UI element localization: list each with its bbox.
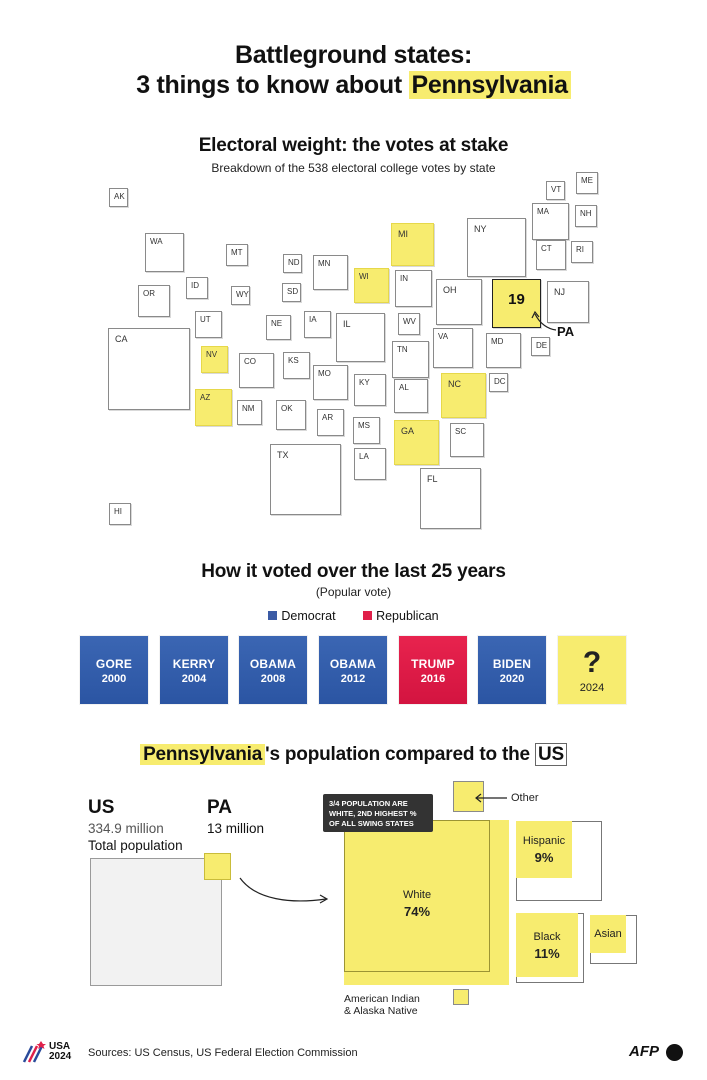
usa-logo-text bbox=[49, 1042, 71, 1062]
black-label: Black bbox=[533, 931, 561, 943]
usa-logo-line2: 2024 bbox=[49, 1051, 72, 1062]
state-wy bbox=[231, 286, 250, 305]
state-label: KS bbox=[288, 356, 299, 365]
state-hi bbox=[109, 503, 131, 525]
american-indian-box bbox=[453, 989, 469, 1005]
state-label: CO bbox=[244, 357, 256, 366]
state-label: NC bbox=[448, 379, 461, 389]
state-nc bbox=[441, 373, 486, 418]
state-de bbox=[531, 337, 550, 356]
other-arrow bbox=[473, 792, 509, 804]
state-label: MS bbox=[358, 421, 370, 430]
state-mt bbox=[226, 244, 248, 266]
state-label: MD bbox=[491, 337, 504, 346]
state-ak bbox=[109, 188, 128, 207]
state-label: IL bbox=[343, 319, 351, 329]
state-label: WY bbox=[236, 290, 249, 299]
state-label: SD bbox=[287, 287, 299, 296]
state-label: AR bbox=[322, 413, 334, 422]
pa-label: PA bbox=[557, 324, 575, 339]
state-me bbox=[576, 172, 598, 194]
state-label: DC bbox=[494, 377, 506, 386]
state-label: NM bbox=[242, 404, 255, 413]
american-indian-label-1: American Indian bbox=[344, 993, 420, 1005]
pa-population-square bbox=[204, 853, 231, 880]
state-label: AZ bbox=[200, 393, 211, 402]
state-label: IA bbox=[309, 315, 317, 324]
state-label: IN bbox=[400, 274, 408, 283]
vote-box-2004 bbox=[160, 636, 228, 704]
state-label: WV bbox=[403, 317, 416, 326]
other-label: Other bbox=[511, 792, 539, 804]
legend-democrat bbox=[268, 609, 335, 623]
legend-democrat-swatch bbox=[268, 611, 277, 620]
state-label: DE bbox=[536, 341, 548, 350]
state-ny bbox=[467, 218, 526, 277]
state-fl bbox=[420, 468, 481, 529]
american-indian-label-2: & Alaska Native bbox=[344, 1005, 418, 1017]
state-label: WI bbox=[359, 272, 369, 281]
state-label: AK bbox=[114, 192, 125, 201]
vote-box-2024 bbox=[558, 636, 626, 704]
callout-line3: OF ALL SWING STATES bbox=[329, 819, 414, 828]
state-label: FL bbox=[427, 474, 438, 484]
state-ia bbox=[304, 311, 331, 338]
population-section-title bbox=[0, 744, 707, 766]
map-section-title: Electoral weight: the votes at stake bbox=[198, 135, 509, 156]
state-label: MO bbox=[318, 369, 331, 378]
main-title-line2 bbox=[0, 70, 707, 100]
state-tx bbox=[270, 444, 341, 515]
sources-text: Sources: US Census, US Federal Election Commission bbox=[88, 1047, 358, 1059]
state-label: NH bbox=[580, 209, 592, 218]
state-label: NE bbox=[271, 319, 283, 328]
white-callout bbox=[323, 794, 433, 832]
title-prefix: 3 things to know about bbox=[136, 71, 409, 99]
pa-pointer-arrow bbox=[530, 310, 560, 334]
state-nh bbox=[575, 205, 597, 227]
state-label: OK bbox=[281, 404, 293, 413]
state-label: OR bbox=[143, 289, 155, 298]
state-ma bbox=[532, 203, 569, 240]
state-label: UT bbox=[200, 315, 211, 324]
state-wv bbox=[398, 313, 420, 335]
state-label: WA bbox=[150, 237, 163, 246]
state-label: ND bbox=[288, 258, 300, 267]
vote-year: 2000 bbox=[101, 673, 127, 685]
afp-logo-text: AFP bbox=[629, 1043, 659, 1060]
white-percent: 74% bbox=[403, 904, 431, 919]
state-mi bbox=[391, 223, 434, 266]
pop-title-mid: 's population compared to the bbox=[265, 744, 535, 765]
state-label: GA bbox=[401, 426, 415, 436]
black-box bbox=[516, 913, 578, 977]
state-label: LA bbox=[359, 452, 369, 461]
main-title-line1: Battleground states: bbox=[234, 41, 473, 69]
state-label: MI bbox=[398, 229, 408, 239]
state-in bbox=[395, 270, 432, 307]
vote-candidate: BIDEN bbox=[492, 657, 532, 671]
state-co bbox=[239, 353, 274, 388]
vote-question-mark: ? bbox=[582, 646, 602, 679]
state-ct bbox=[536, 240, 566, 270]
vote-candidate: OBAMA bbox=[329, 657, 377, 671]
state-az bbox=[195, 389, 232, 426]
party-legend bbox=[0, 609, 707, 623]
votes-section-subtitle: (Popular vote) bbox=[315, 585, 392, 599]
state-ms bbox=[353, 417, 380, 444]
state-sd bbox=[282, 283, 301, 302]
white-box bbox=[344, 820, 490, 972]
state-label: ID bbox=[191, 281, 199, 290]
usa-flag-icon bbox=[22, 1040, 48, 1064]
legend-republican bbox=[363, 609, 439, 623]
callout-line2: WHITE, 2ND HIGHEST % bbox=[329, 809, 417, 818]
state-label: MT bbox=[231, 248, 243, 257]
state-label: ME bbox=[581, 176, 593, 185]
vote-year: 2024 bbox=[579, 682, 605, 694]
afp-logo-dot bbox=[666, 1044, 683, 1061]
state-label: RI bbox=[576, 245, 584, 254]
vote-box-2020 bbox=[478, 636, 546, 704]
state-al bbox=[394, 379, 428, 413]
title-highlight: Pennsylvania bbox=[409, 71, 571, 99]
state-label: MN bbox=[318, 259, 331, 268]
state-label: AL bbox=[399, 383, 409, 392]
vote-year: 2004 bbox=[181, 673, 207, 685]
pop-title-boxed: US bbox=[535, 743, 567, 766]
pa-expand-arrow bbox=[236, 870, 331, 910]
state-ga bbox=[394, 420, 439, 465]
state-va bbox=[433, 328, 473, 368]
state-wa bbox=[145, 233, 184, 272]
state-label: NV bbox=[206, 350, 218, 359]
vote-box-2016 bbox=[399, 636, 467, 704]
usa-2024-logo bbox=[22, 1040, 80, 1066]
pop-title-highlight: Pennsylvania bbox=[140, 744, 265, 765]
vote-box-2012 bbox=[319, 636, 387, 704]
vote-candidate: OBAMA bbox=[249, 657, 297, 671]
state-id bbox=[186, 277, 208, 299]
state-ks bbox=[283, 352, 310, 379]
state-label: SC bbox=[455, 427, 467, 436]
legend-republican-swatch bbox=[363, 611, 372, 620]
state-vt bbox=[546, 181, 565, 200]
vote-candidate: TRUMP bbox=[411, 657, 455, 671]
state-or bbox=[138, 285, 170, 317]
us-population-square bbox=[90, 858, 222, 986]
black-percent: 11% bbox=[534, 946, 560, 961]
state-mo bbox=[313, 365, 348, 400]
pa-label-pop: PA bbox=[207, 797, 232, 818]
state-label: NY bbox=[474, 224, 487, 234]
state-label: TX bbox=[277, 450, 289, 460]
state-ar bbox=[317, 409, 344, 436]
state-sc bbox=[450, 423, 484, 457]
state-tn bbox=[392, 341, 429, 378]
vote-candidate: KERRY bbox=[172, 657, 216, 671]
state-la bbox=[354, 448, 386, 480]
state-il bbox=[336, 313, 385, 362]
state-ky bbox=[354, 374, 386, 406]
vote-year: 2008 bbox=[260, 673, 286, 685]
white-label: White bbox=[402, 889, 432, 901]
state-label: KY bbox=[359, 378, 370, 387]
state-ut bbox=[195, 311, 222, 338]
pa-population-value: 13 million bbox=[207, 821, 265, 836]
vote-year: 2020 bbox=[499, 673, 525, 685]
usa-logo-line1: USA bbox=[49, 1041, 71, 1052]
state-nd bbox=[283, 254, 302, 273]
hispanic-box bbox=[516, 821, 572, 878]
hispanic-label: Hispanic bbox=[522, 835, 566, 847]
state-label: CT bbox=[541, 244, 552, 253]
state-label: HI bbox=[114, 507, 122, 516]
state-mn bbox=[313, 255, 348, 290]
state-ca bbox=[108, 328, 190, 410]
state-ok bbox=[276, 400, 306, 430]
state-label: CA bbox=[115, 334, 128, 344]
vote-box-2000 bbox=[80, 636, 148, 704]
state-label: VA bbox=[438, 332, 449, 341]
state-label: NJ bbox=[554, 287, 565, 297]
vote-box-2008 bbox=[239, 636, 307, 704]
state-md bbox=[486, 333, 521, 368]
state-label: OH bbox=[443, 285, 457, 295]
asian-label: Asian bbox=[594, 928, 622, 940]
state-ri bbox=[571, 241, 593, 263]
asian-box bbox=[590, 915, 626, 953]
us-population-caption: Total population bbox=[88, 838, 183, 853]
us-population-value: 334.9 million bbox=[88, 821, 164, 836]
state-nm bbox=[237, 400, 262, 425]
map-section-subtitle: Breakdown of the 538 electoral college votes by state bbox=[211, 161, 496, 175]
vote-year: 2016 bbox=[420, 673, 446, 685]
legend-republican-label: Republican bbox=[376, 609, 439, 623]
us-label: US bbox=[88, 797, 115, 818]
state-wi bbox=[354, 268, 389, 303]
state-dc bbox=[489, 373, 508, 392]
state-ne bbox=[266, 315, 291, 340]
state-label: MA bbox=[537, 207, 549, 216]
state-label: VT bbox=[551, 185, 562, 194]
legend-democrat-label: Democrat bbox=[281, 609, 336, 623]
state-oh bbox=[436, 279, 482, 325]
callout-line1: 3/4 POPULATION ARE bbox=[329, 799, 408, 808]
hispanic-percent: 9% bbox=[534, 850, 554, 865]
votes-section-title: How it voted over the last 25 years bbox=[201, 561, 506, 582]
vote-candidate: GORE bbox=[95, 657, 133, 671]
pa-votes-value: 19 bbox=[508, 291, 525, 308]
state-nv bbox=[201, 346, 228, 373]
state-label: TN bbox=[397, 345, 408, 354]
vote-year: 2012 bbox=[340, 673, 366, 685]
